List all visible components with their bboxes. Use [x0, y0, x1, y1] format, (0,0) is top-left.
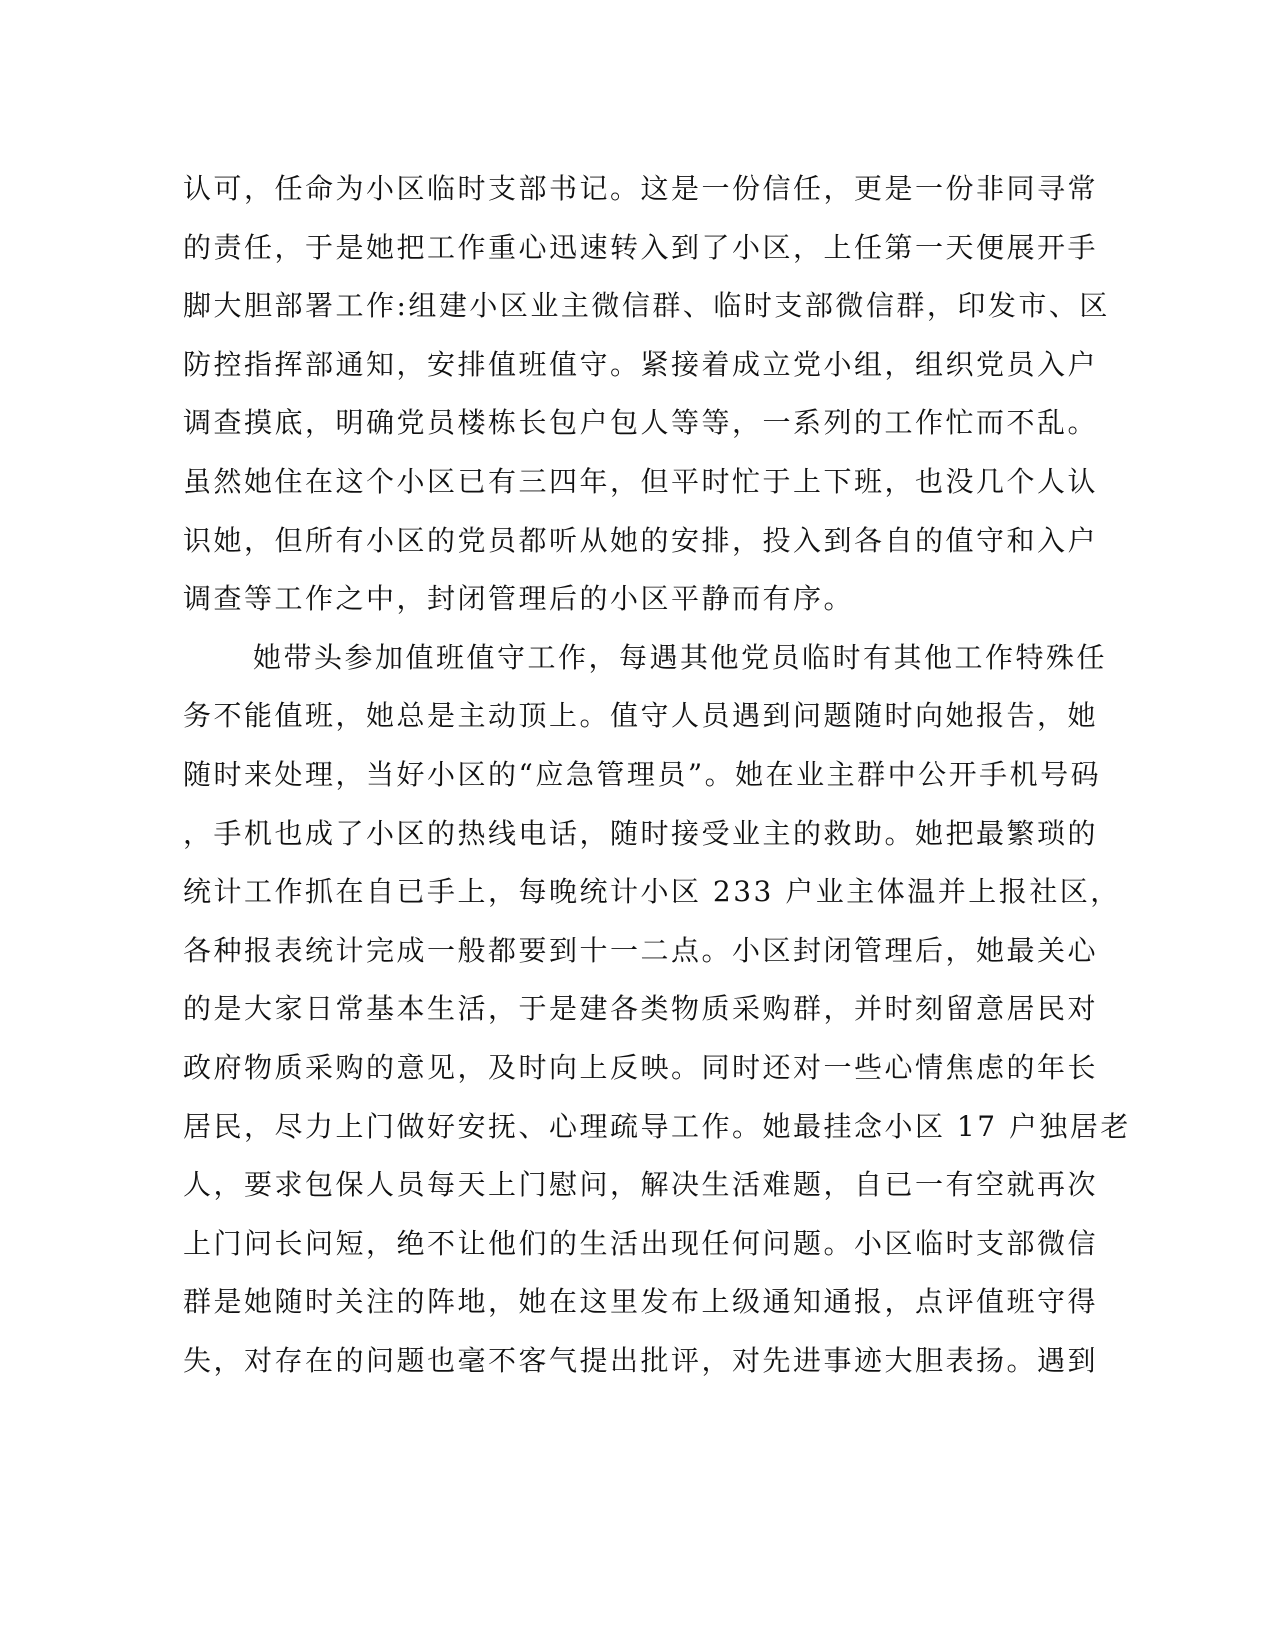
text-line: 群是她随时关注的阵地，她在这里发布上级通知通报，点评值班守得	[183, 1285, 1099, 1319]
text-line: 虽然她住在这个小区已有三四年，但平时忙于上下班，也没几个人认	[183, 464, 1099, 498]
text-line: 各种报表统计完成一般都要到十一二点。小区封闭管理后，她最关心	[183, 933, 1099, 967]
text-line: 调查等工作之中，封闭管理后的小区平静而有序。	[183, 582, 855, 616]
text-line: 上门问长问短，绝不让他们的生活出现任何问题。小区临时支部微信	[183, 1226, 1099, 1260]
text-line: 脚大胆部署工作:组建小区业主微信群、临时支部微信群，印发市、区	[183, 289, 1110, 323]
text-line: ，手机也成了小区的热线电话，随时接受业主的救助。她把最繁琐的	[183, 816, 1099, 850]
text-line: 的是大家日常基本生活，于是建各类物质采购群，并时刻留意居民对	[183, 992, 1099, 1026]
text-line: 随时来处理，当好小区的“应急管理员”。她在业主群中公开手机号码	[183, 757, 1102, 791]
text-line: 调查摸底，明确党员楼栋长包户包人等等，一系列的工作忙而不乱。	[183, 406, 1099, 440]
text-line: 识她，但所有小区的党员都听从她的安排，投入到各自的值守和入户	[183, 523, 1099, 557]
text-line: 失，对存在的问题也毫不客气提出批评，对先进事迹大胆表扬。遇到	[183, 1343, 1099, 1377]
text-line: 认可，任命为小区临时支部书记。这是一份信任，更是一份非同寻常	[183, 172, 1099, 205]
text-line: 人，要求包保人员每天上门慰问，解决生活难题，自已一有空就再次	[183, 1168, 1099, 1202]
text-line: 居民，尽力上门做好安抚、心理疏导工作。她最挂念小区 17 户独居老	[183, 1109, 1131, 1143]
paragraph-first-line: 她带头参加值班值守工作，每遇其他党员临时有其他工作特殊任	[253, 640, 1108, 674]
text-line: 防控指挥部通知，安排值班值守。紧接着成立党小组，组织党员入户	[183, 347, 1099, 381]
text-line: 政府物质采购的意见，及时向上反映。同时还对一些心情焦虑的年长	[183, 1050, 1099, 1084]
text-line: 务不能值班，她总是主动顶上。值守人员遇到问题随时向她报告，她	[183, 699, 1099, 733]
body-text	[183, 160, 1131, 1390]
text-line: 统计工作抓在自已手上，每晚统计小区 233 户业主体温并上报社区，	[183, 875, 1121, 909]
text-line: 的责任，于是她把工作重心迅速转入到了小区，上任第一天便展开手	[183, 230, 1099, 264]
